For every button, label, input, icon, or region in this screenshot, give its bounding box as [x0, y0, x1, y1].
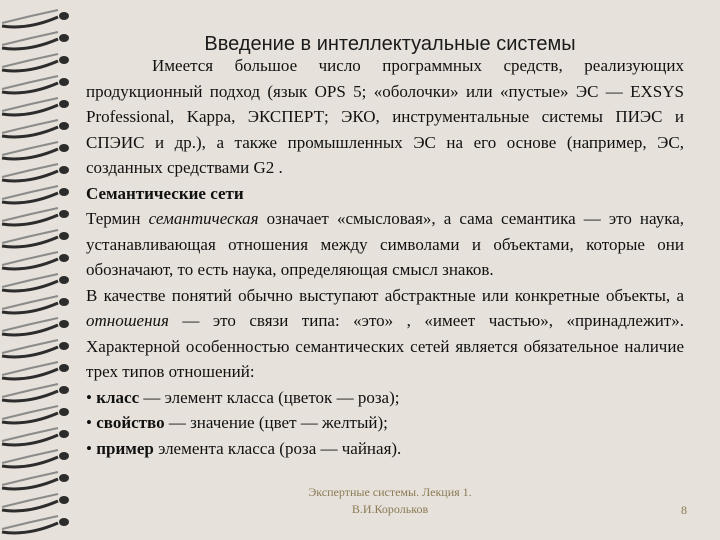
binding-ring — [2, 523, 58, 533]
binding-hole — [59, 144, 69, 152]
binding-ring — [2, 413, 58, 423]
bullet-text: — элемент класса (цветок — роза); — [139, 387, 400, 407]
binding-hole — [59, 34, 69, 42]
binding-ring — [2, 501, 58, 511]
bullet-item — [86, 385, 684, 411]
bullet-marker: • — [86, 387, 97, 407]
binding-hole — [59, 452, 69, 460]
binding-ring — [2, 105, 58, 115]
binding-ring — [2, 347, 58, 357]
binding-hole — [59, 298, 69, 306]
definition-text-end: означает «смысловая», а сама семантика — это наука, устанавливающая отношения между символами и объектами, которые они обозначают, то есть наука, определяющая смысл знаков. — [86, 209, 685, 279]
footer-author: В.И.Корольков — [351, 502, 429, 516]
binding-ring — [2, 325, 58, 335]
binding-hole — [59, 276, 69, 284]
binding-hole — [59, 320, 69, 328]
bullet-text: элемента класса (роза — чайная). — [153, 438, 402, 458]
definition-term: семантическая — [148, 209, 259, 228]
page-number: 8 — [681, 503, 687, 517]
definition-text-start: Термин — [86, 209, 149, 228]
binding-hole — [59, 364, 69, 372]
bullet-text: — значение (цвет — желтый); — [164, 413, 388, 432]
intro-paragraph: Имеется большое число программных средств, реализующих продукционный подход (язык OPS 5; «оболочки» или «пустые» ЭС — EXSYS Professional, Kappa, ЭКСПЕРТ; ЭКО, инструментальные системы ПИЭС и СПЭИС и др.), а также промышленных ЭС на его основе (например, ЭС, созданных средствами G2 . — [86, 56, 684, 177]
binding-ring — [2, 479, 58, 489]
definition-paragraph — [86, 206, 684, 283]
bullet-term: пример — [96, 438, 154, 458]
binding-ring — [2, 391, 58, 401]
binding-ring — [2, 237, 58, 247]
binding-hole — [59, 100, 69, 108]
binding-ring — [2, 127, 58, 137]
binding-hole — [59, 210, 69, 218]
binding-hole — [59, 188, 69, 196]
binding-hole — [59, 232, 69, 240]
binding-hole — [59, 342, 69, 350]
footer-note — [290, 484, 490, 518]
binding-ring — [2, 149, 58, 159]
bullet-term: класс — [96, 387, 140, 407]
binding-ring — [2, 83, 58, 93]
binding-hole — [59, 430, 69, 438]
spiral-binding — [0, 0, 80, 540]
binding-ring — [2, 435, 58, 445]
binding-hole — [59, 166, 69, 174]
binding-ring — [2, 193, 58, 203]
binding-ring — [2, 61, 58, 71]
relations-text-start: В качестве понятий обычно выступают абстрактные или конкретные объекты, а — [86, 285, 684, 305]
bullet-item — [86, 410, 684, 436]
binding-ring — [2, 39, 58, 49]
binding-hole — [59, 56, 69, 64]
binding-ring — [2, 215, 58, 225]
binding-hole — [59, 12, 69, 20]
binding-ring — [2, 17, 58, 27]
binding-ring — [2, 369, 58, 379]
binding-ring — [2, 281, 58, 291]
binding-hole — [59, 386, 69, 394]
binding-ring — [2, 259, 58, 269]
bullet-term: свойство — [96, 413, 165, 432]
relations-term: отношения — [86, 311, 169, 330]
binding-hole — [59, 408, 69, 416]
slide-title: Введение в интеллектуальные системы — [204, 33, 576, 55]
binding-ring — [2, 171, 58, 181]
footer-course: Экспертные системы. Лекция 1. — [308, 485, 472, 499]
binding-hole — [59, 518, 69, 526]
binding-ring — [2, 457, 58, 467]
binding-hole — [59, 254, 69, 262]
bullet-marker: • — [86, 413, 97, 432]
binding-hole — [59, 496, 69, 504]
binding-hole — [59, 122, 69, 130]
binding-hole — [59, 474, 69, 482]
binding-hole — [59, 78, 69, 86]
section-heading-text: Семантические сети — [86, 183, 244, 203]
slide-body — [86, 53, 684, 461]
relations-paragraph — [86, 283, 684, 385]
bullet-marker: • — [86, 438, 97, 458]
binding-ring — [2, 303, 58, 313]
relations-text-end: — это связи типа: «это» , «имеет частью», «принадлежит». Характерной особенностью семантических сетей является обязательное наличие трех типов отношений: — [86, 311, 684, 381]
section-heading — [86, 181, 684, 207]
bullet-item — [86, 436, 684, 462]
